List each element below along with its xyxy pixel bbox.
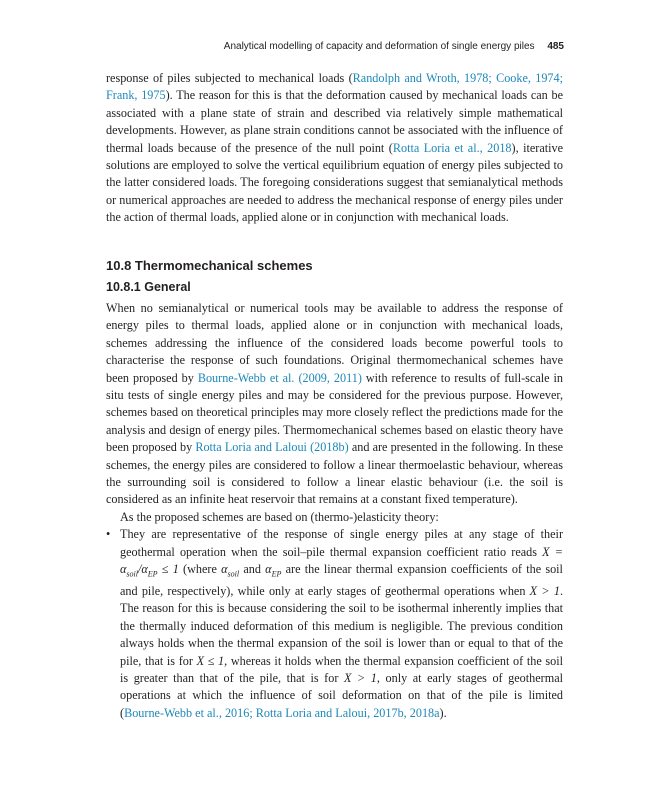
bullet-list [106,526,563,722]
equation: X > 1 [343,670,377,685]
symbol-alpha-soil: $\alpha_{soil}$ [221,562,240,579]
symbol-alpha-ep: $\alpha_{EP}$ [265,562,282,579]
equation: $X = \alpha_{soil}/\alpha_{EP} \le 1$ [120,544,563,579]
section-body [106,300,563,722]
list-item: • They are representative of the response of single energy piles at any stage of their geothermal operation when the soil–pile thermal expansion coefficient ratio reads $X = \alpha_{soil}/\alpha_{EP} \le 1$ (where $\alpha_{soil}$ and $\alpha_{EP}$ are the linear thermal expansion coefficients of the soil and pile, respectively), while only at early stages of geothermal operations when X > 1. The reason for this is because considering the soil to be isothermal inherently implies that the thermally induced deformation of this medium is negligible. The previous condition always holds when the thermal expansion of the soil is lower than or equal to that of the pile, that is for X ≤ 1, whereas it holds when the thermal expansion coefficient of the soil is greater than that of the pile, that is for X > 1, only at early stages of geothermal operations at which the influence of soil deformation on that of the pile is limited (Bourne-Webb et al., 2016; Rotta Loria and Laloui, 2017b, 2018a). [106,527,563,720]
equation: X ≤ 1 [196,653,225,668]
paragraph-intro [106,70,563,227]
paragraph-lead-in: As the proposed schemes are based on (thermo-)elasticity theory: [120,509,439,524]
subsection-heading: 10.8.1 General [106,280,191,294]
paragraph-general: When no semianalytical or numerical tools may be available to address the response of energy piles to thermal loads, applied alone or in conjunction with mechanical loads, schemes addressing the influence of the considered loads become powerful tools to characterise the response of such foundations. Original thermomechanical schemes have been proposed by Bourne-Webb et al. (2009, 2011) with reference to results of full-scale in situ tests of single energy piles and may be considered for the previous purpose. However, schemes based on theoretical principles may more closely reflect the predictions made for the analysis and design of energy piles. Thermomechanical schemes based on elastic theory have been proposed by Rotta Loria and Laloui (2018b) and are presented in the following. In these schemes, the energy piles are considered to follow a linear thermoelastic behaviour, whereas the surrounding soil is considered to follow a linear elastic behaviour (i.e. the soil is considered as an infinite heat reservoir that remains at a constant fixed temperature). [106,301,564,507]
equation: X > 1 [529,583,560,598]
running-header [224,41,564,52]
running-title: Analytical modelling of capacity and deformation of single energy piles [223,41,535,52]
citation-link[interactable]: Rotta Loria and Laloui (2018b) [195,440,349,455]
paragraph-intro-text: response of piles subjected to mechanical loads (Randolph and Wroth, 1978; Cooke, 1974; Frank, 1975). The reason for this is that the deformation caused by mechanical loads can be associated with a plane state of strain and described via relatively simple mathematical developments. However, as plane strain conditions cannot be associated with the influence of thermal loads because of the presence of the null point (Rotta Loria et al., 2018), iterative solutions are employed to solve the vertical equilibrium equation of energy piles subjected to the latter considered loads. The foregoing considerations suggest that semianalytical methods or numerical approaches are needed to address the mechanical response of energy piles under the action of thermal loads, applied alone or in conjunction with mechanical loads. [106,71,564,225]
citation-link[interactable]: Randolph and Wroth, 1978; Cooke, 1974; Frank, 1975 [106,71,564,103]
section-heading: 10.8 Thermomechanical schemes [106,258,313,273]
citation-link[interactable]: Rotta Loria et al., 2018 [392,140,512,155]
page-number: 485 [547,41,564,52]
citation-link[interactable]: Bourne-Webb et al. (2009, 2011) [197,370,362,385]
citation-link[interactable]: Bourne-Webb et al., 2016; Rotta Loria and Laloui, 2017b, 2018a [124,705,440,720]
bullet-symbol: • [106,527,111,542]
